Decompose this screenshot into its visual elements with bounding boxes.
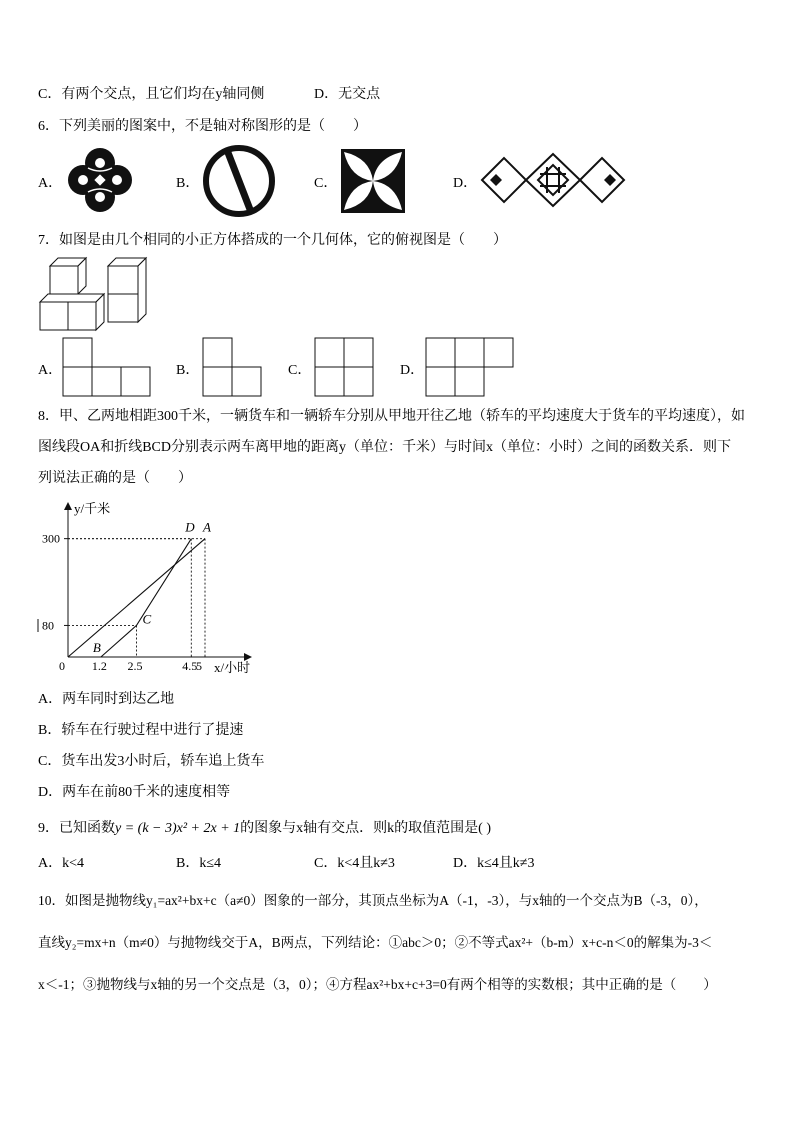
point-label-D: D [185,519,195,535]
q7-label-a: A． [38,363,63,378]
q9-stem-prefix: 9．已知函数 [38,821,115,836]
x-tick-label: 4.5 [182,659,198,673]
q6-label-c: C． [314,176,338,191]
q10-line1: 10．如图是抛物线y₁=ax²+bx+c（a≠0）图象的一部分，其顶点坐标为A（-1，-3），与x轴的一个交点为B（-3，0）， [38,893,708,908]
q9-stem-suffix: 的图象与x轴有交点．则k的取值范围是( ) [240,821,491,836]
q9-stem [38,817,491,837]
q8-option-c: C．货车出发3小时后，轿车追上货车 [38,754,265,769]
point-label-A: A [203,519,211,535]
y-axis-label: y/千米 [74,501,111,516]
y-tick-label: 300 [42,531,60,546]
q5-option-c: C．有两个交点，且它们均在y轴同侧 [38,87,265,102]
q9-option-c: C．k<4且k≠3 [314,856,395,871]
q6-label-b: B． [176,176,200,191]
q7-label-c: C． [288,363,312,378]
x-tick-label: 1.2 [91,659,107,673]
q6-label-d: D． [453,176,478,191]
q8-option-b: B．轿车在行驶过程中进行了提速 [38,723,244,738]
q8-option-d: D．两车在前80千米的速度相等 [38,785,231,800]
q8-stem-line1: 8．甲、乙两地相距300千米，一辆货车和一辆轿车分别从甲地开往乙地（轿车的平均速度大于货车的平均速度），如 [38,409,745,424]
point-label-C: C [142,611,152,627]
x-axis-label: x/小时 [214,660,251,675]
q8-stem-line2: 图线段OA和折线BCD分别表示两车离甲地的距离y（单位：千米）与时间x（单位：小时）之间的函数关系．则下 [38,440,732,455]
q9-option-a: A．k<4 [38,856,85,871]
q7-label-d: D． [400,363,425,378]
q8-option-a: A．两车同时到达乙地 [38,692,175,707]
series-line-BCD [101,539,191,657]
x-tick-label: 5 [196,659,202,673]
q7-stem: 7．如图是由几个相同的小正方体搭成的一个几何体，它的俯视图是（ ） [38,233,507,248]
x-tick-label: 2.5 [127,659,143,673]
q8-stem-line3: 列说法正确的是（ ） [38,471,192,486]
q7-label-b: B． [176,363,200,378]
q5-option-d: D．无交点 [314,87,381,102]
q9-option-b: B．k≤4 [176,856,222,871]
x-tick-label: 0 [59,659,65,673]
q10-line2: 直线y₂=mx+n（m≠0）与抛物线交于A，B两点，下列结论：①abc＞0；②不等式ax²+（b-m）x+c-n＜0的解集为-3＜ [38,935,713,950]
point-label-B: B [92,640,101,655]
q9-option-d: D．k≤4且k≠3 [453,856,535,871]
q6-label-a: A． [38,176,63,191]
q10-line3: x＜-1；③抛物线与x轴的另一个交点是（3，0）；④方程ax²+bx+c+3=0有两个相等的实数根；其中正确的是（ ） [38,977,717,992]
q9-formula: y = (k − 3)x² + 2x + 1 [115,821,241,836]
q6-stem: 6．下列美丽的图案中，不是轴对称图形的是（ ） [38,119,367,134]
y-tick-label: 80 [42,618,54,633]
